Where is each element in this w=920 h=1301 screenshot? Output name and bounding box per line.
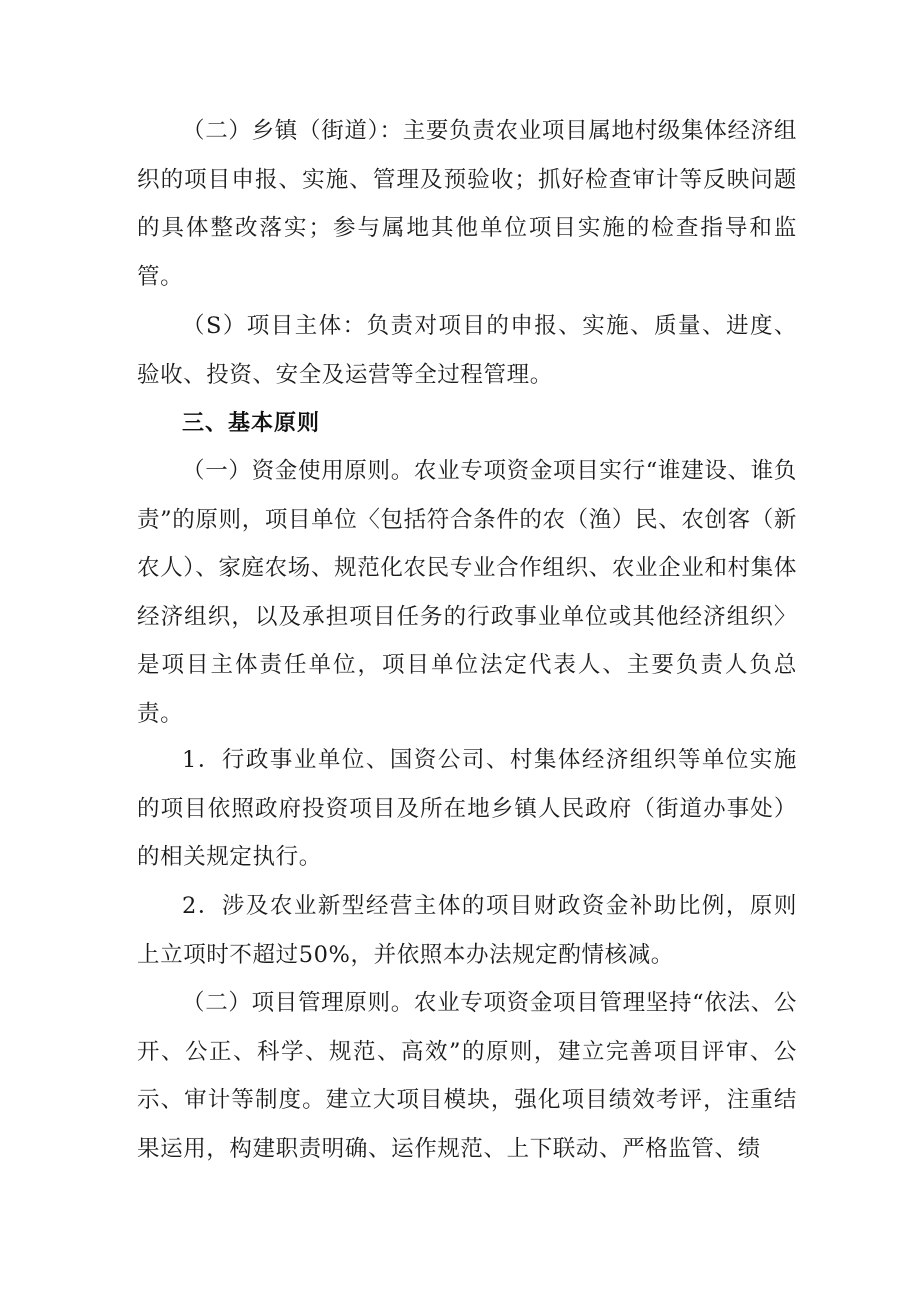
paragraph-item-2: 2．涉及农业新型经营主体的项目财政资金补助比例，原则上立项时不超过50%，并依照本办法规定酌情核减。 <box>137 893 797 968</box>
paragraph-township-duties: （二）乡镇（街道）：主要负责农业项目属地村级集体经济组织的项目申报、实施、管理及预验收；抓好检查审计等反映问题的具体整改落实；参与属地其他单位项目实施的检查指导和监管。 <box>137 118 797 290</box>
section-heading-basic-principles: 三、基本原则 <box>182 411 321 436</box>
paragraph-project-management-principle: （二）项目管理原则。农业专项资金项目管理坚持“依法、公开、公正、科学、规范、高效”的原则，建立完善项目评审、公示、审计等制度。建立大项目模块，强化项目绩效考评，注重结果运用，构建职责明确、运作规范、上下联动、严格监管、绩 <box>137 990 797 1162</box>
paragraph-project-subject: （S）项目主体：负责对项目的申报、实施、质量、进度、验收、投资、安全及运营等全过程管理。 <box>137 313 797 388</box>
paragraph-fund-use-principle: （一）资金使用原则。农业专项资金项目实行“谁建设、谁负责”的原则，项目单位〈包括符合条件的农（渔）民、农创客（新农人）、家庭农场、规范化农民专业合作组织、农业企业和村集体经济组织，以及承担项目任务的行政事业单位或其他经济组织〉是项目主体责任单位，项目单位法定代表人、主要负责人负总责。 <box>137 458 797 727</box>
paragraph-item-1: 1．行政事业单位、国资公司、村集体经济组织等单位实施的项目依照政府投资项目及所在地乡镇人民政府（街道办事处）的相关规定执行。 <box>137 747 797 871</box>
